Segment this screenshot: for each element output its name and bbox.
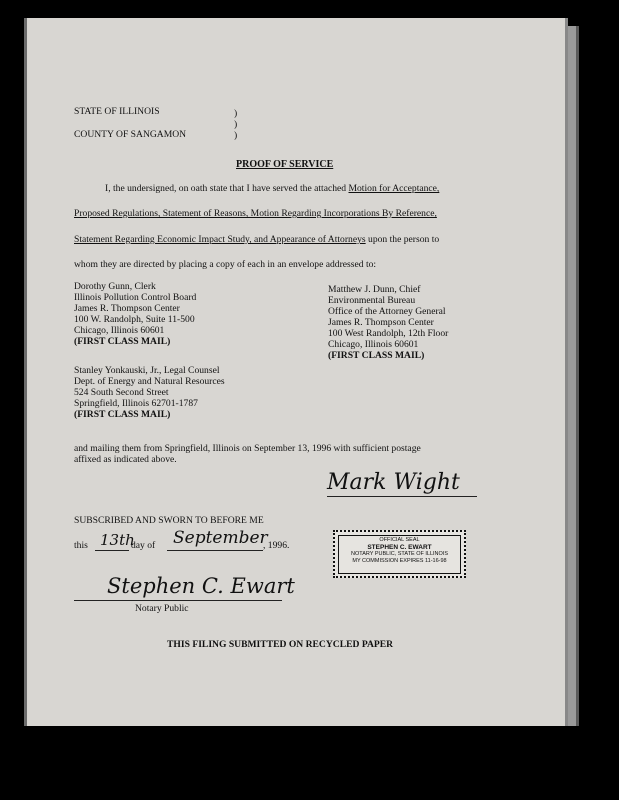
body-line-1-text: I, the undersigned, on oath state that I have served the attached bbox=[105, 183, 349, 194]
document-title: PROOF OF SERVICE bbox=[236, 159, 334, 170]
address-line: Chicago, Illinois 60601 bbox=[328, 339, 419, 350]
seal-expiration: MY COMMISSION EXPIRES 11-16-98 bbox=[352, 558, 447, 564]
body-line-1 bbox=[105, 183, 439, 194]
seal-title: OFFICIAL SEAL bbox=[379, 537, 420, 543]
month-line bbox=[167, 550, 263, 551]
county-label: COUNTY OF SANGAMON bbox=[74, 129, 187, 140]
this-label: this bbox=[74, 540, 88, 551]
day-line bbox=[95, 550, 129, 551]
address-line: 524 South Second Street bbox=[74, 387, 169, 398]
mail-method: (FIRST CLASS MAIL) bbox=[328, 350, 425, 361]
mail-method: (FIRST CLASS MAIL) bbox=[74, 336, 171, 347]
address-line: Office of the Attorney General bbox=[328, 306, 446, 317]
state-label: STATE OF ILLINOIS bbox=[74, 106, 160, 117]
seal-inner bbox=[338, 535, 461, 574]
document-page bbox=[24, 18, 568, 726]
notary-signature: Stephen C. Ewart bbox=[107, 574, 295, 598]
recycled-paper-note: THIS FILING SUBMITTED ON RECYCLED PAPER bbox=[167, 639, 394, 650]
signature-line bbox=[327, 496, 477, 497]
address-line: Stanley Yonkauski, Jr., Legal Counsel bbox=[74, 365, 220, 376]
body-line-3 bbox=[74, 234, 439, 245]
address-line: James R. Thompson Center bbox=[328, 317, 434, 328]
address-line: Dorothy Gunn, Clerk bbox=[74, 281, 156, 292]
address-line: 100 W. Randolph, Suite 11-500 bbox=[74, 314, 195, 325]
mailing-line-1: and mailing them from Springfield, Illinois on September 13, 1996 with sufficient postage bbox=[74, 443, 421, 454]
mailing-line-2: affixed as indicated above. bbox=[74, 454, 177, 465]
address-line: Chicago, Illinois 60601 bbox=[74, 325, 165, 336]
notary-line bbox=[74, 600, 282, 601]
address-line: James R. Thompson Center bbox=[74, 303, 180, 314]
bracket-3: ) bbox=[234, 130, 238, 141]
seal-state: NOTARY PUBLIC, STATE OF ILLINOIS bbox=[351, 551, 448, 557]
sworn-month: September bbox=[173, 528, 268, 548]
address-line: Illinois Pollution Control Board bbox=[74, 292, 197, 303]
sworn-heading: SUBSCRIBED AND SWORN TO BEFORE ME bbox=[74, 515, 264, 526]
statement-economic-impact: Statement Regarding Economic Impact Study, and Appearance of Attorneys bbox=[74, 234, 366, 245]
bracket-1: ) bbox=[234, 108, 238, 119]
address-line: Dept. of Energy and Natural Resources bbox=[74, 376, 225, 387]
address-line: Springfield, Illinois 62701-1787 bbox=[74, 398, 198, 409]
notary-seal bbox=[333, 530, 466, 578]
notary-label: Notary Public bbox=[135, 603, 189, 614]
address-line: 100 West Randolph, 12th Floor bbox=[328, 328, 449, 339]
body-line-2: Proposed Regulations, Statement of Reasons, Motion Regarding Incorporations By Reference, bbox=[74, 208, 437, 219]
body-line-4: whom they are directed by placing a copy of each in an envelope addressed to: bbox=[74, 259, 377, 270]
body-line-3-text: upon the person to bbox=[365, 234, 440, 245]
day-of-label: day of bbox=[131, 540, 156, 551]
bracket-2: ) bbox=[234, 119, 238, 130]
seal-name: STEPHEN C. EWART bbox=[367, 544, 432, 551]
affiant-signature: Mark Wight bbox=[327, 470, 460, 495]
motion-for-acceptance: Motion for Acceptance, bbox=[348, 183, 440, 194]
address-line: Matthew J. Dunn, Chief bbox=[328, 284, 421, 295]
sworn-day: 13th bbox=[100, 531, 135, 549]
address-line: Environmental Bureau bbox=[328, 295, 416, 306]
mail-method: (FIRST CLASS MAIL) bbox=[74, 409, 171, 420]
year-label: , 1996. bbox=[263, 540, 290, 551]
